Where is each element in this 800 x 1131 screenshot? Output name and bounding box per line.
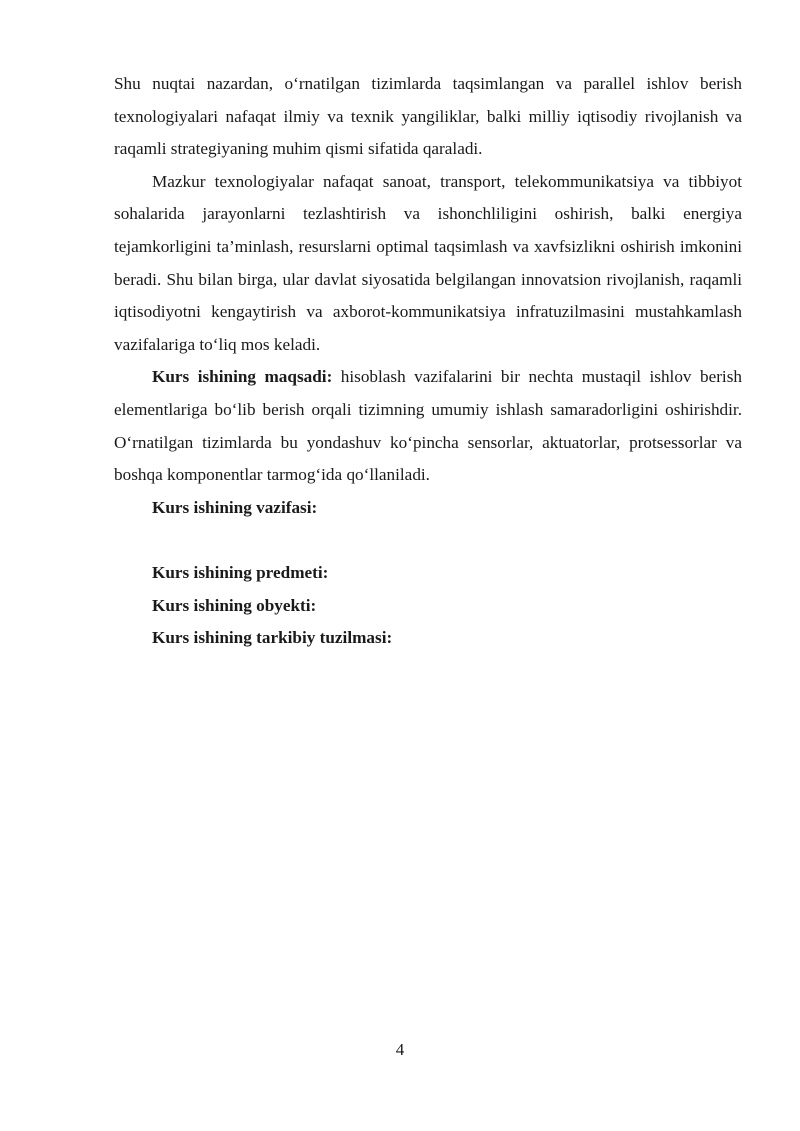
- paragraph-intro: Shu nuqtai nazardan, o‘rnatilgan tizimlarda taqsimlangan va parallel ishlov berish texnologiyalari nafaqat ilmiy va texnik yangiliklar, balki milliy iqtisodiy rivojlanish va raqamli strategiyaning muhim qismi sifatida qaraladi.: [114, 74, 742, 159]
- heading-object: Kurs ishining obyekti:: [152, 595, 317, 615]
- goal-text: hisoblash vazifalarini bir nechta mustaqil ishlov berish elementlariga bo‘lib berish orqali tizimning umumiy ishlash samaradorligini oshirishdir. O‘rnatilgan tizimlarda bu yondashuv ko‘pincha sensorlar, aktuatorlar, protsessorlar va boshqa komponentlar tarmog‘ida qo‘llaniladi.: [114, 367, 742, 485]
- document-body: [114, 68, 742, 655]
- heading-subject: Kurs ishining predmeti:: [152, 562, 329, 582]
- heading-tasks: Kurs ishining vazifasi:: [152, 497, 318, 517]
- page-number: 4: [395, 1040, 405, 1059]
- paragraph-technologies: Mazkur texnologiyalar nafaqat sanoat, transport, telekommunikatsiya va tibbiyot sohalarida jarayonlarni tezlashtirish va ishonchliligini oshirish, balki energiya tejamkorligini ta’minlash, resurslarni optimal taqsimlash va xavfsizlikni oshirish imkonini beradi. Shu bilan birga, ular davlat siyosatida belgilangan innovatsion rivojlanish, raqamli iqtisodiyotni kengaytirish va axborot-kommunikatsiya infratuzilmasini mustahkamlash vazifalariga to‘liq mos keladi.: [114, 171, 742, 354]
- blank-line: [114, 524, 742, 557]
- heading-structure: Kurs ishining tarkibiy tuzilmasi:: [152, 628, 393, 648]
- paragraph-goal: [114, 361, 742, 491]
- goal-label: Kurs ishining maqsadi:: [152, 367, 333, 387]
